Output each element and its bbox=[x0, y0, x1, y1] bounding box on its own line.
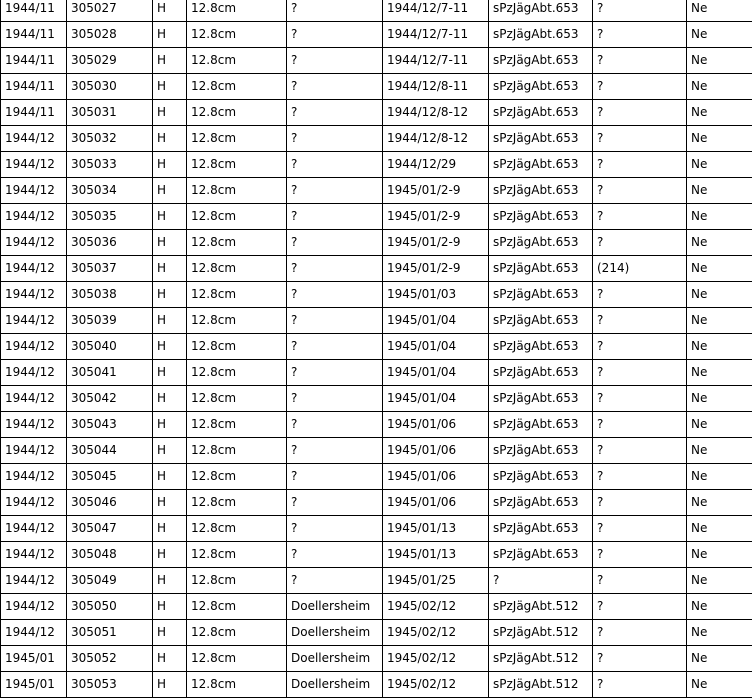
month-cell: 1944/12 bbox=[1, 464, 67, 490]
type-cell: H bbox=[153, 74, 187, 100]
number-cell: ? bbox=[593, 74, 687, 100]
gun-cell: 12.8cm bbox=[187, 672, 287, 698]
unit-cell: sPzJägAbt.653 bbox=[489, 386, 593, 412]
date-cell: 1945/01/13 bbox=[383, 516, 489, 542]
gun-cell: 12.8cm bbox=[187, 100, 287, 126]
unit-cell: sPzJägAbt.512 bbox=[489, 594, 593, 620]
serial-cell: 305031 bbox=[67, 100, 153, 126]
type-cell: H bbox=[153, 256, 187, 282]
table-row bbox=[1, 386, 752, 412]
number-cell: ? bbox=[593, 672, 687, 698]
date-cell: 1945/01/06 bbox=[383, 412, 489, 438]
table-row bbox=[1, 646, 752, 672]
serial-cell: 305028 bbox=[67, 22, 153, 48]
status-cell: Ne bbox=[687, 152, 752, 178]
status-cell: Ne bbox=[687, 0, 752, 22]
serial-cell: 305050 bbox=[67, 594, 153, 620]
type-cell: H bbox=[153, 594, 187, 620]
month-cell: 1944/12 bbox=[1, 516, 67, 542]
number-cell: (214) bbox=[593, 256, 687, 282]
location-cell: ? bbox=[287, 100, 383, 126]
unit-cell: sPzJägAbt.653 bbox=[489, 178, 593, 204]
gun-cell: 12.8cm bbox=[187, 152, 287, 178]
serial-cell: 305040 bbox=[67, 334, 153, 360]
number-cell: ? bbox=[593, 204, 687, 230]
type-cell: H bbox=[153, 152, 187, 178]
unit-cell: sPzJägAbt.653 bbox=[489, 0, 593, 22]
table-row bbox=[1, 74, 752, 100]
date-cell: 1944/12/7-11 bbox=[383, 48, 489, 74]
serial-cell: 305046 bbox=[67, 490, 153, 516]
number-cell: ? bbox=[593, 48, 687, 74]
status-cell: Ne bbox=[687, 74, 752, 100]
date-cell: 1945/01/04 bbox=[383, 308, 489, 334]
status-cell: Ne bbox=[687, 178, 752, 204]
unit-cell: sPzJägAbt.653 bbox=[489, 490, 593, 516]
unit-cell: sPzJägAbt.512 bbox=[489, 646, 593, 672]
location-cell: ? bbox=[287, 490, 383, 516]
unit-cell: sPzJägAbt.653 bbox=[489, 334, 593, 360]
type-cell: H bbox=[153, 204, 187, 230]
unit-cell: ? bbox=[489, 568, 593, 594]
unit-cell: sPzJägAbt.653 bbox=[489, 308, 593, 334]
gun-cell: 12.8cm bbox=[187, 74, 287, 100]
type-cell: H bbox=[153, 282, 187, 308]
status-cell: Ne bbox=[687, 308, 752, 334]
number-cell: ? bbox=[593, 152, 687, 178]
location-cell: ? bbox=[287, 256, 383, 282]
month-cell: 1944/12 bbox=[1, 282, 67, 308]
month-cell: 1944/12 bbox=[1, 438, 67, 464]
serial-cell: 305047 bbox=[67, 516, 153, 542]
serial-cell: 305051 bbox=[67, 620, 153, 646]
table-row bbox=[1, 230, 752, 256]
month-cell: 1944/12 bbox=[1, 386, 67, 412]
date-cell: 1945/01/2-9 bbox=[383, 178, 489, 204]
date-cell: 1945/02/12 bbox=[383, 646, 489, 672]
table-row bbox=[1, 620, 752, 646]
number-cell: ? bbox=[593, 178, 687, 204]
month-cell: 1944/12 bbox=[1, 542, 67, 568]
number-cell: ? bbox=[593, 282, 687, 308]
number-cell: ? bbox=[593, 620, 687, 646]
unit-cell: sPzJägAbt.653 bbox=[489, 22, 593, 48]
serial-cell: 305042 bbox=[67, 386, 153, 412]
status-cell: Ne bbox=[687, 542, 752, 568]
status-cell: Ne bbox=[687, 386, 752, 412]
date-cell: 1945/01/25 bbox=[383, 568, 489, 594]
number-cell: ? bbox=[593, 412, 687, 438]
table-row bbox=[1, 308, 752, 334]
type-cell: H bbox=[153, 438, 187, 464]
date-cell: 1945/02/12 bbox=[383, 672, 489, 698]
serial-cell: 305027 bbox=[67, 0, 153, 22]
serial-cell: 305034 bbox=[67, 178, 153, 204]
type-cell: H bbox=[153, 464, 187, 490]
table-row bbox=[1, 152, 752, 178]
month-cell: 1944/12 bbox=[1, 230, 67, 256]
table-row bbox=[1, 412, 752, 438]
month-cell: 1944/12 bbox=[1, 360, 67, 386]
month-cell: 1944/12 bbox=[1, 490, 67, 516]
unit-cell: sPzJägAbt.653 bbox=[489, 412, 593, 438]
location-cell: ? bbox=[287, 282, 383, 308]
month-cell: 1944/11 bbox=[1, 100, 67, 126]
status-cell: Ne bbox=[687, 334, 752, 360]
type-cell: H bbox=[153, 178, 187, 204]
location-cell: ? bbox=[287, 464, 383, 490]
location-cell: ? bbox=[287, 152, 383, 178]
status-cell: Ne bbox=[687, 126, 752, 152]
date-cell: 1945/01/04 bbox=[383, 360, 489, 386]
status-cell: Ne bbox=[687, 204, 752, 230]
gun-cell: 12.8cm bbox=[187, 230, 287, 256]
serial-cell: 305045 bbox=[67, 464, 153, 490]
status-cell: Ne bbox=[687, 438, 752, 464]
month-cell: 1944/12 bbox=[1, 126, 67, 152]
serial-cell: 305048 bbox=[67, 542, 153, 568]
unit-cell: sPzJägAbt.653 bbox=[489, 438, 593, 464]
type-cell: H bbox=[153, 334, 187, 360]
status-cell: Ne bbox=[687, 464, 752, 490]
date-cell: 1945/01/03 bbox=[383, 282, 489, 308]
date-cell: 1945/01/06 bbox=[383, 490, 489, 516]
unit-cell: sPzJägAbt.653 bbox=[489, 230, 593, 256]
type-cell: H bbox=[153, 516, 187, 542]
serial-cell: 305030 bbox=[67, 74, 153, 100]
location-cell: ? bbox=[287, 386, 383, 412]
table-row bbox=[1, 22, 752, 48]
gun-cell: 12.8cm bbox=[187, 334, 287, 360]
serial-cell: 305053 bbox=[67, 672, 153, 698]
location-cell: Doellersheim bbox=[287, 646, 383, 672]
location-cell: ? bbox=[287, 126, 383, 152]
table-row bbox=[1, 542, 752, 568]
status-cell: Ne bbox=[687, 256, 752, 282]
type-cell: H bbox=[153, 620, 187, 646]
number-cell: ? bbox=[593, 334, 687, 360]
number-cell: ? bbox=[593, 308, 687, 334]
table-row bbox=[1, 0, 752, 22]
unit-cell: sPzJägAbt.653 bbox=[489, 542, 593, 568]
location-cell: ? bbox=[287, 48, 383, 74]
gun-cell: 12.8cm bbox=[187, 620, 287, 646]
gun-cell: 12.8cm bbox=[187, 0, 287, 22]
number-cell: ? bbox=[593, 438, 687, 464]
location-cell: ? bbox=[287, 0, 383, 22]
serial-cell: 305043 bbox=[67, 412, 153, 438]
type-cell: H bbox=[153, 412, 187, 438]
date-cell: 1944/12/7-11 bbox=[383, 22, 489, 48]
gun-cell: 12.8cm bbox=[187, 282, 287, 308]
date-cell: 1945/01/04 bbox=[383, 386, 489, 412]
month-cell: 1944/12 bbox=[1, 334, 67, 360]
serial-cell: 305029 bbox=[67, 48, 153, 74]
table-row bbox=[1, 568, 752, 594]
number-cell: ? bbox=[593, 568, 687, 594]
month-cell: 1944/12 bbox=[1, 256, 67, 282]
serial-cell: 305033 bbox=[67, 152, 153, 178]
type-cell: H bbox=[153, 360, 187, 386]
table-row bbox=[1, 516, 752, 542]
unit-cell: sPzJägAbt.653 bbox=[489, 256, 593, 282]
status-cell: Ne bbox=[687, 100, 752, 126]
date-cell: 1945/01/06 bbox=[383, 464, 489, 490]
gun-cell: 12.8cm bbox=[187, 490, 287, 516]
table-row bbox=[1, 464, 752, 490]
gun-cell: 12.8cm bbox=[187, 178, 287, 204]
type-cell: H bbox=[153, 542, 187, 568]
month-cell: 1944/12 bbox=[1, 308, 67, 334]
gun-cell: 12.8cm bbox=[187, 438, 287, 464]
location-cell: ? bbox=[287, 360, 383, 386]
location-cell: ? bbox=[287, 334, 383, 360]
type-cell: H bbox=[153, 490, 187, 516]
location-cell: ? bbox=[287, 542, 383, 568]
serial-cell: 305039 bbox=[67, 308, 153, 334]
status-cell: Ne bbox=[687, 412, 752, 438]
location-cell: Doellersheim bbox=[287, 594, 383, 620]
table-row bbox=[1, 100, 752, 126]
date-cell: 1944/12/7-11 bbox=[383, 0, 489, 22]
status-cell: Ne bbox=[687, 516, 752, 542]
location-cell: ? bbox=[287, 74, 383, 100]
unit-cell: sPzJägAbt.653 bbox=[489, 152, 593, 178]
serial-cell: 305032 bbox=[67, 126, 153, 152]
location-cell: ? bbox=[287, 22, 383, 48]
date-cell: 1945/01/04 bbox=[383, 334, 489, 360]
unit-cell: sPzJägAbt.653 bbox=[489, 126, 593, 152]
month-cell: 1944/11 bbox=[1, 74, 67, 100]
type-cell: H bbox=[153, 568, 187, 594]
status-cell: Ne bbox=[687, 490, 752, 516]
serial-cell: 305036 bbox=[67, 230, 153, 256]
status-cell: Ne bbox=[687, 360, 752, 386]
serial-cell: 305052 bbox=[67, 646, 153, 672]
location-cell: ? bbox=[287, 230, 383, 256]
number-cell: ? bbox=[593, 100, 687, 126]
month-cell: 1944/12 bbox=[1, 178, 67, 204]
gun-cell: 12.8cm bbox=[187, 256, 287, 282]
month-cell: 1944/12 bbox=[1, 568, 67, 594]
serial-cell: 305035 bbox=[67, 204, 153, 230]
location-cell: ? bbox=[287, 412, 383, 438]
unit-cell: sPzJägAbt.653 bbox=[489, 74, 593, 100]
type-cell: H bbox=[153, 0, 187, 22]
gun-cell: 12.8cm bbox=[187, 48, 287, 74]
month-cell: 1945/01 bbox=[1, 672, 67, 698]
location-cell: Doellersheim bbox=[287, 672, 383, 698]
location-cell: ? bbox=[287, 178, 383, 204]
number-cell: ? bbox=[593, 490, 687, 516]
number-cell: ? bbox=[593, 126, 687, 152]
gun-cell: 12.8cm bbox=[187, 386, 287, 412]
gun-cell: 12.8cm bbox=[187, 516, 287, 542]
serial-cell: 305041 bbox=[67, 360, 153, 386]
location-cell: ? bbox=[287, 204, 383, 230]
table-row bbox=[1, 594, 752, 620]
status-cell: Ne bbox=[687, 646, 752, 672]
status-cell: Ne bbox=[687, 230, 752, 256]
gun-cell: 12.8cm bbox=[187, 594, 287, 620]
location-cell: ? bbox=[287, 438, 383, 464]
gun-cell: 12.8cm bbox=[187, 464, 287, 490]
unit-cell: sPzJägAbt.653 bbox=[489, 360, 593, 386]
status-cell: Ne bbox=[687, 22, 752, 48]
date-cell: 1944/12/8-12 bbox=[383, 126, 489, 152]
gun-cell: 12.8cm bbox=[187, 412, 287, 438]
unit-cell: sPzJägAbt.653 bbox=[489, 204, 593, 230]
month-cell: 1945/01 bbox=[1, 646, 67, 672]
type-cell: H bbox=[153, 22, 187, 48]
number-cell: ? bbox=[593, 0, 687, 22]
serial-cell: 305049 bbox=[67, 568, 153, 594]
unit-cell: sPzJägAbt.653 bbox=[489, 282, 593, 308]
date-cell: 1945/02/12 bbox=[383, 594, 489, 620]
unit-cell: sPzJägAbt.653 bbox=[489, 48, 593, 74]
number-cell: ? bbox=[593, 464, 687, 490]
month-cell: 1944/11 bbox=[1, 0, 67, 22]
gun-cell: 12.8cm bbox=[187, 360, 287, 386]
month-cell: 1944/12 bbox=[1, 204, 67, 230]
gun-cell: 12.8cm bbox=[187, 568, 287, 594]
table-row bbox=[1, 178, 752, 204]
unit-cell: sPzJägAbt.512 bbox=[489, 672, 593, 698]
serial-cell: 305038 bbox=[67, 282, 153, 308]
table-row bbox=[1, 490, 752, 516]
gun-cell: 12.8cm bbox=[187, 22, 287, 48]
date-cell: 1944/12/8-11 bbox=[383, 74, 489, 100]
number-cell: ? bbox=[593, 386, 687, 412]
table-body bbox=[1, 0, 752, 698]
serial-cell: 305037 bbox=[67, 256, 153, 282]
unit-cell: sPzJägAbt.653 bbox=[489, 100, 593, 126]
status-cell: Ne bbox=[687, 620, 752, 646]
type-cell: H bbox=[153, 672, 187, 698]
month-cell: 1944/11 bbox=[1, 48, 67, 74]
status-cell: Ne bbox=[687, 282, 752, 308]
number-cell: ? bbox=[593, 594, 687, 620]
date-cell: 1944/12/8-12 bbox=[383, 100, 489, 126]
type-cell: H bbox=[153, 48, 187, 74]
month-cell: 1944/11 bbox=[1, 22, 67, 48]
number-cell: ? bbox=[593, 542, 687, 568]
number-cell: ? bbox=[593, 646, 687, 672]
gun-cell: 12.8cm bbox=[187, 204, 287, 230]
month-cell: 1944/12 bbox=[1, 412, 67, 438]
type-cell: H bbox=[153, 126, 187, 152]
unit-cell: sPzJägAbt.653 bbox=[489, 516, 593, 542]
table-row bbox=[1, 126, 752, 152]
date-cell: 1945/01/2-9 bbox=[383, 204, 489, 230]
status-cell: Ne bbox=[687, 48, 752, 74]
location-cell: ? bbox=[287, 516, 383, 542]
type-cell: H bbox=[153, 308, 187, 334]
table-row bbox=[1, 438, 752, 464]
number-cell: ? bbox=[593, 360, 687, 386]
status-cell: Ne bbox=[687, 568, 752, 594]
month-cell: 1944/12 bbox=[1, 594, 67, 620]
table-row bbox=[1, 282, 752, 308]
location-cell: ? bbox=[287, 568, 383, 594]
date-cell: 1945/01/06 bbox=[383, 438, 489, 464]
serial-cell: 305044 bbox=[67, 438, 153, 464]
month-cell: 1944/12 bbox=[1, 620, 67, 646]
table-row bbox=[1, 256, 752, 282]
number-cell: ? bbox=[593, 230, 687, 256]
number-cell: ? bbox=[593, 516, 687, 542]
gun-cell: 12.8cm bbox=[187, 646, 287, 672]
table-row bbox=[1, 334, 752, 360]
number-cell: ? bbox=[593, 22, 687, 48]
gun-cell: 12.8cm bbox=[187, 542, 287, 568]
status-cell: Ne bbox=[687, 672, 752, 698]
type-cell: H bbox=[153, 230, 187, 256]
unit-cell: sPzJägAbt.653 bbox=[489, 464, 593, 490]
date-cell: 1945/01/2-9 bbox=[383, 230, 489, 256]
unit-cell: sPzJägAbt.512 bbox=[489, 620, 593, 646]
gun-cell: 12.8cm bbox=[187, 126, 287, 152]
type-cell: H bbox=[153, 100, 187, 126]
date-cell: 1945/01/13 bbox=[383, 542, 489, 568]
table-row bbox=[1, 204, 752, 230]
table-row bbox=[1, 360, 752, 386]
table-row bbox=[1, 672, 752, 698]
location-cell: ? bbox=[287, 308, 383, 334]
type-cell: H bbox=[153, 646, 187, 672]
gun-cell: 12.8cm bbox=[187, 308, 287, 334]
month-cell: 1944/12 bbox=[1, 152, 67, 178]
date-cell: 1945/02/12 bbox=[383, 620, 489, 646]
table-row bbox=[1, 48, 752, 74]
type-cell: H bbox=[153, 386, 187, 412]
status-cell: Ne bbox=[687, 594, 752, 620]
location-cell: Doellersheim bbox=[287, 620, 383, 646]
date-cell: 1944/12/29 bbox=[383, 152, 489, 178]
date-cell: 1945/01/2-9 bbox=[383, 256, 489, 282]
